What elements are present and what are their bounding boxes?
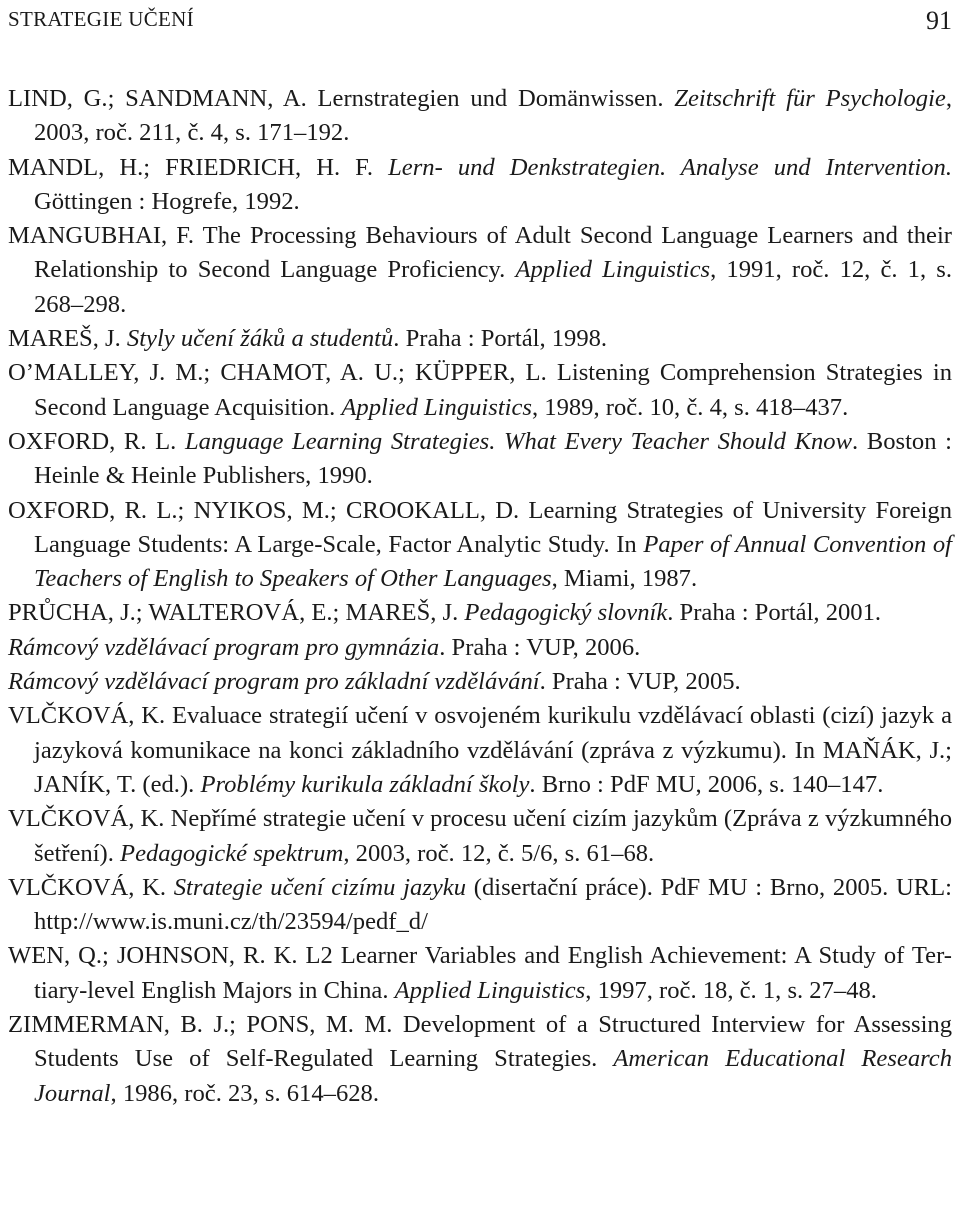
page-number: 91 (926, 6, 952, 35)
entry-italic-segment: Paper of Annual Convention of Teachers of English to Speakers of Other Languages (34, 530, 952, 593)
entry-text-segment: MAREŠ, J. (8, 325, 127, 353)
running-head: STRATEGIE UČENÍ (8, 7, 194, 31)
entry-italic-segment: Rámcový vzdělávací program pro základní vzdělávání (8, 668, 540, 696)
entry-text-segment: , Miami, 1987. (551, 565, 698, 593)
entry-text-segment: , 2003, roč. 211, č. 4, s. 171–192. (34, 85, 952, 147)
entry-text-segment: . Boston : Heinle & Heinle Publishers, 1990. (34, 427, 952, 490)
entry-text-segment: , 1991, roč. 12, č. 1, s. 268–298. (34, 256, 952, 318)
entry-italic-segment: Pedagogický slovník (464, 599, 668, 627)
entry-italic-segment: Language Learning Strategies. What Every Teacher Should Know (184, 427, 852, 455)
bibliography-entry (8, 665, 952, 699)
entry-text-segment: VLČKOVÁ, K. (8, 873, 174, 901)
entry-text-segment: OXFORD, R. L. (8, 427, 185, 455)
entry-italic-segment: Applied Linguistics (515, 256, 711, 284)
bibliography-entry (8, 82, 952, 151)
bibliography-entry (8, 939, 952, 1008)
bibliography-entry (8, 219, 952, 322)
entry-text-segment: . Praha : Portál, 1998. (393, 325, 608, 353)
bibliography-entry (8, 631, 952, 665)
entry-text-segment: . Brno : PdF MU, 2006, s. 140–147. (529, 770, 884, 798)
entry-italic-segment: Applied Linguistics (341, 393, 532, 421)
page-header (8, 4, 952, 34)
entry-text-segment: PRŮCHA, J.; WALTEROVÁ, E.; MAREŠ, J. (8, 599, 465, 627)
bibliography-entry (8, 322, 952, 356)
bibliography-entry (8, 699, 952, 802)
entry-text-segment: WEN, Q.; JOHNSON, R. K. L2 Learner Variables and English Achievement: A Study of Ter-tiary-level English Majors in China. (8, 942, 952, 1004)
entry-text-segment: MANGUBHAI, F. The Processing Behaviours of Adult Second Language Learners and their Relationship to Second Language Proficiency. (8, 222, 952, 284)
entry-italic-segment: Problémy kurikula základní školy (200, 770, 530, 798)
bibliography-entry (8, 356, 952, 425)
entry-text-segment: (disertační práce). PdF MU : Brno, 2005. URL: http://www.is.muni.cz/th/23594/pedf_d/ (34, 873, 953, 936)
entry-italic-segment: Styly učení žáků a studentů (126, 325, 394, 353)
entry-text-segment: , 2003, roč. 12, č. 5/6, s. 61–68. (343, 839, 655, 867)
entry-text-segment: VLČKOVÁ, K. Nepřímé strategie učení v procesu učení cizím jazykům (Zpráva z výzkumného šetření). (8, 805, 952, 867)
entry-italic-segment: Strategie učení cizímu jazyku (173, 873, 467, 901)
entry-text-segment: VLČKOVÁ, K. Evaluace strategií učení v osvojeném kurikulu vzdělávací oblasti (cizí) jazyk a jazyková komunikace na konci základního vzdělávání (zpráva z výzkumu). In MAŇÁK, J.; JANÍK, T. (ed.). (8, 702, 952, 798)
entry-italic-segment: Rámcový vzdělávací program pro gymnázia (8, 633, 440, 661)
entry-text-segment: O’MALLEY, J. M.; CHAMOT, A. U.; KÜPPER, L. Listening Comprehension Strategies in Second Language Acquisition. (8, 359, 952, 421)
bibliography-entry (8, 596, 952, 630)
entry-text-segment: OXFORD, R. L.; NYIKOS, M.; CROOKALL, D. Learning Strategies of University Foreign Language Students: A Large-Scale, Factor Analytic Study. In (8, 496, 952, 558)
entry-italic-segment: Lern- und Denkstrategien. Analyse und Intervention. (388, 153, 952, 181)
entry-text-segment: Göttingen : Hogrefe, 1992. (34, 187, 300, 215)
bibliography-entry (8, 494, 952, 597)
entry-text-segment: MANDL, H.; FRIEDRICH, H. F. (8, 153, 389, 181)
bibliography-entry (8, 871, 952, 940)
bibliography-entry (8, 1008, 952, 1111)
entry-italic-segment: Zeitschrift für Psychologie (674, 85, 946, 112)
entry-text-segment: . Praha : VUP, 2006. (439, 633, 641, 661)
entry-italic-segment: American Educational Research Journal (34, 1045, 952, 1107)
entry-italic-segment: Pedagogické spektrum (120, 839, 344, 867)
entry-italic-segment: Applied Linguistics (394, 976, 586, 1004)
entry-text-segment: , 1997, roč. 18, č. 1, s. 27–48. (585, 976, 877, 1004)
entry-text-segment: LIND, G.; SANDMANN, A. Lernstrategien und Domänwissen. (8, 85, 675, 112)
bibliography-entry (8, 151, 952, 220)
bibliography-list (8, 82, 952, 1111)
bibliography-entry (8, 425, 952, 494)
bibliography-entry (8, 802, 952, 871)
entry-text-segment: . Praha : Portál, 2001. (667, 599, 882, 627)
entry-text-segment: , 1989, roč. 10, č. 4, s. 418–437. (531, 393, 849, 421)
entry-text-segment: ZIMMERMAN, B. J.; PONS, M. M. Development of a Structured Interview for Assessing Students Use of Self-Regulated Learning Strategies. (8, 1011, 952, 1073)
entry-text-segment: , 1986, roč. 23, s. 614–628. (110, 1079, 379, 1107)
entry-text-segment: . Praha : VUP, 2005. (539, 668, 741, 696)
